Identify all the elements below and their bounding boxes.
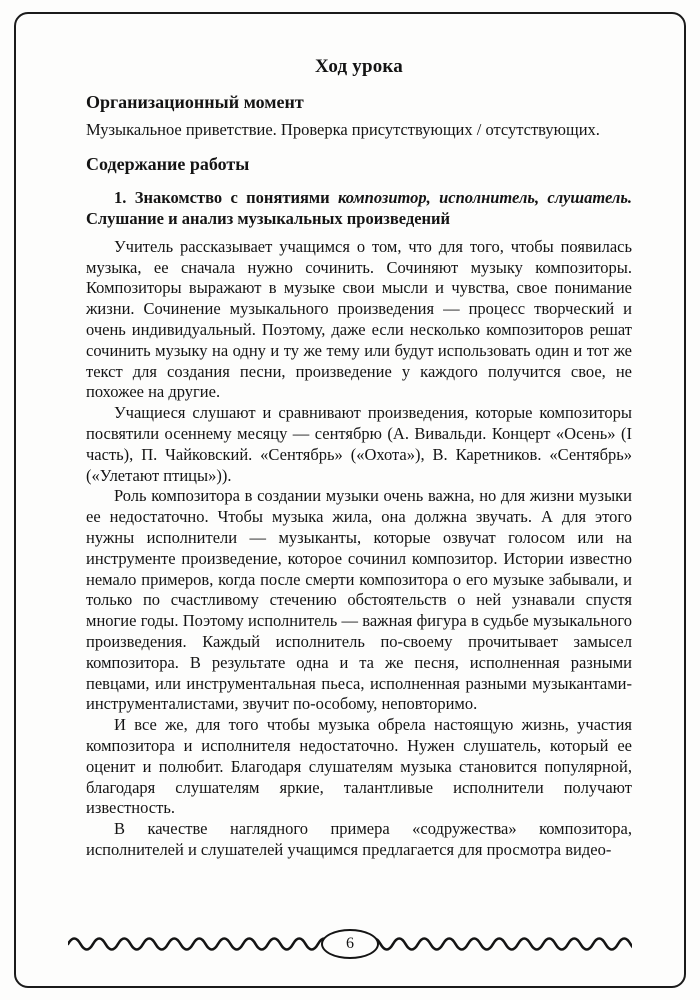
task-heading-rest: Слушание и анализ музыкальных произведений bbox=[86, 209, 451, 229]
task-heading bbox=[86, 187, 632, 230]
heading-work-content: Содержание работы bbox=[86, 153, 250, 174]
paragraph-organizational-moment: Музыкальное приветствие. Проверка присутствующих / отсутствующих. bbox=[86, 120, 600, 139]
paragraph: И все же, для того чтобы музыка обрела настоящую жизнь, участия композитора и исполнителя недостаточно. Нужен слушатель, который ее оценит и полюбит. Благодаря слушателям музыка становится популярной, благодаря слушателям яркие, талантливые исполнители получают известность. bbox=[86, 715, 632, 818]
paragraph: Учащиеся слушают и сравнивают произведения, которые композиторы посвятили осеннему месяцу — сентябрю (А. Вивальди. Концерт «Осень» (I часть), П. Чайковский. «Сентябрь» («Охота»), В. Каретников. «Сентябрь» («Улетают птицы»)). bbox=[86, 403, 632, 485]
page-title: Ход урока bbox=[315, 56, 403, 77]
page-footer bbox=[68, 928, 632, 960]
page-number-badge bbox=[321, 929, 379, 959]
paragraph: В качестве наглядного примера «содружества» композитора, исполнителей и слушателей учащимся предлагается для просмотра видео- bbox=[86, 819, 632, 859]
heading-organizational-moment: Организационный момент bbox=[86, 92, 304, 112]
paragraph: Роль композитора в создании музыки очень важна, но для жизни музыки ее недостаточно. Чтобы музыка жила, она должна звучать. А для этого нужны исполнители — музыканты, которые озвучат голосом или на инструменте произведение, которое сочинил композитор. Истории известно немало примеров, когда после смерти композитора о его музыке забывали, и только по счастливому стечению обстоятельств о ней узнавали спустя многие годы. Поэтому исполнитель — важная фигура в судьбе музыкального произведения. Каждый исполнитель по-своему прочитывает замысел композитора. В результате одна и та же песня, исполненная разными певцами, или инструментальная пьеса, исполненная разными музыкантами-инструменталистами, звучит по-особому, неповторимо. bbox=[86, 486, 632, 714]
task-heading-terms: композитор, исполнитель, слушатель. bbox=[338, 187, 632, 207]
page-content bbox=[86, 56, 632, 861]
paragraph: Учитель рассказывает учащимся о том, что для того, чтобы появилась музыка, ее сначала нужно сочинить. Сочиняют музыку композиторы. Композиторы выражают в музыке свои мысли и чувства, свое понимание жизни. Сочинение музыкального произведения — процесс творческий и очень индивидуальный. Поэтому, даже если несколько композиторов решат сочинить музыку на одну и ту же тему или будут использовать один и тот же текст для создания песни, произведение у каждого получится свое, не похожее на другие. bbox=[86, 236, 632, 402]
page-number: 6 bbox=[346, 935, 354, 952]
task-heading-lead: 1. Знакомство с понятиями bbox=[114, 187, 339, 207]
